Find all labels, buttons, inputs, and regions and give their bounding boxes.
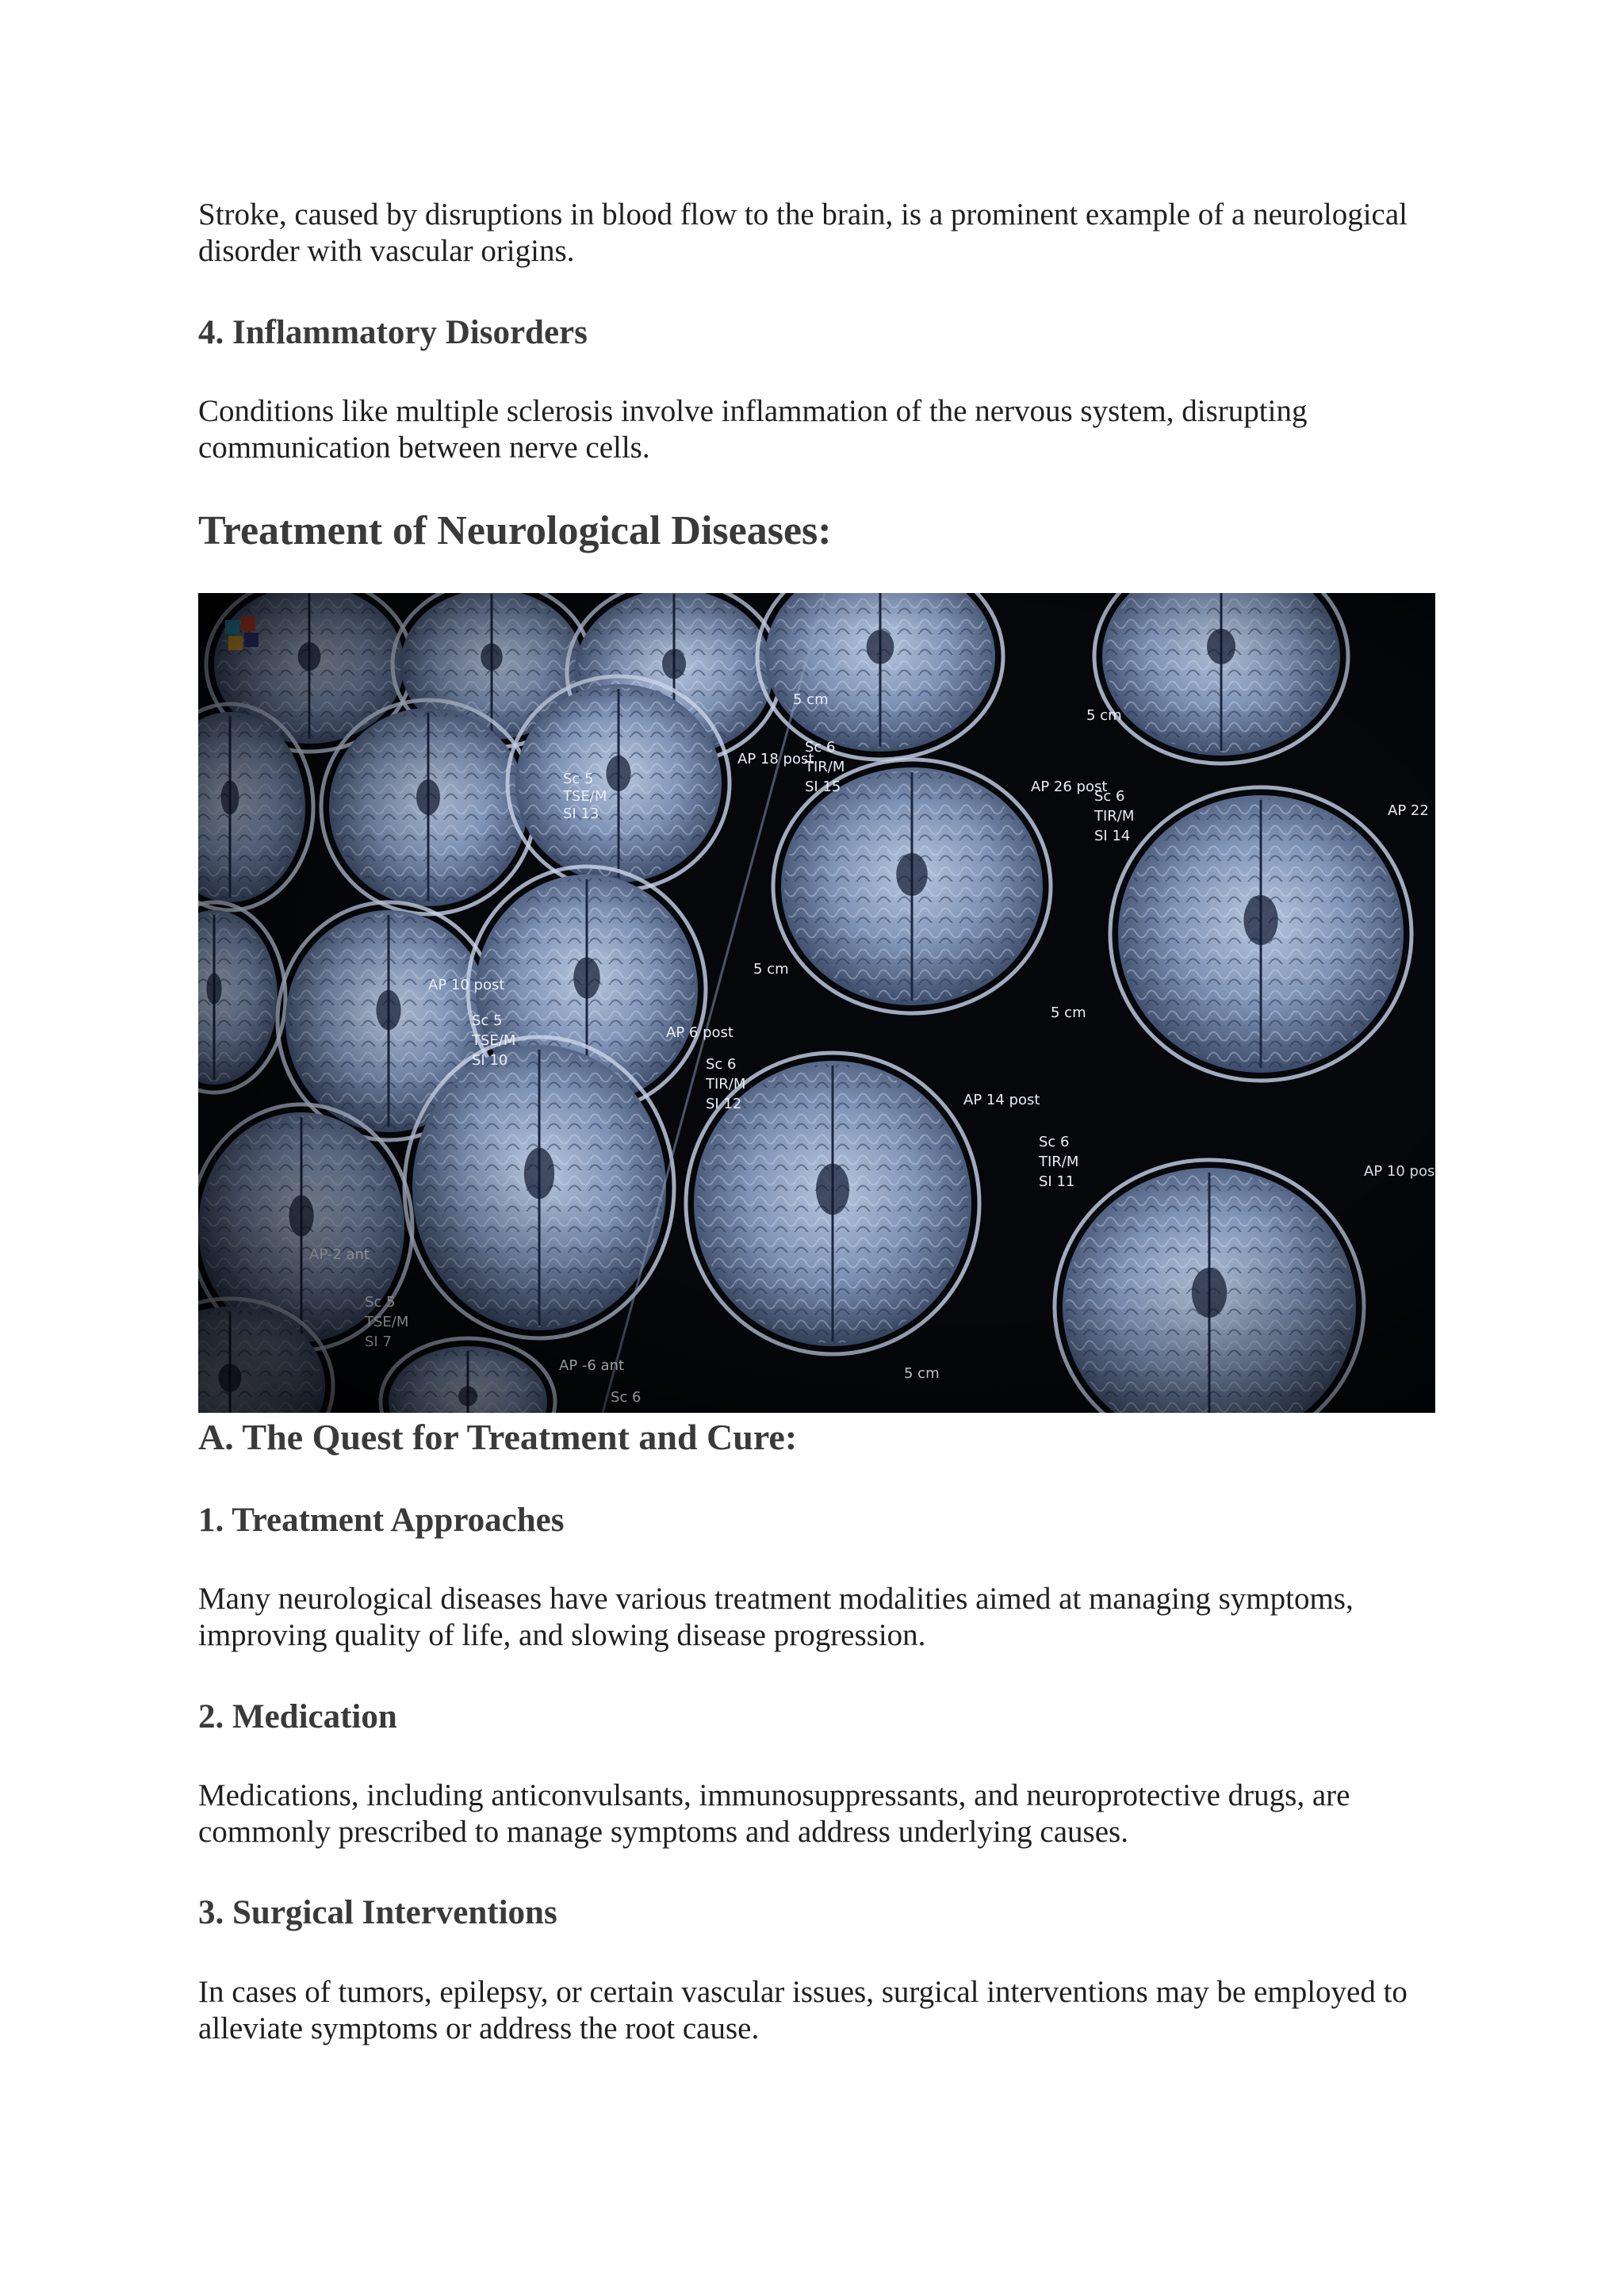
brain-mri-illustration <box>198 593 1435 1413</box>
intro-paragraph: Stroke, caused by disruptions in blood flow to the brain, is a prominent example of a neurological disorder with vascular origins. <box>198 197 1408 268</box>
section-2-heading: 2. Medication <box>198 1698 397 1735</box>
treatment-title: Treatment of Neurological Diseases: <box>198 508 832 553</box>
section-2-paragraph: Medications, including anticonvulsants, immunosuppressants, and neuroprotective drugs, are commonly prescribed to manage symptoms and address underlying causes. <box>198 1778 1350 1849</box>
quest-title: A. The Quest for Treatment and Cure: <box>198 1417 798 1457</box>
inflammatory-paragraph: Conditions like multiple sclerosis involve inflammation of the nervous system, disrupting communication between nerve cells. <box>198 394 1308 465</box>
section-3-paragraph: In cases of tumors, epilepsy, or certain vascular issues, surgical interventions may be employed to alleviate symptoms or address the root cause. <box>198 1975 1408 2045</box>
section-3-heading: 3. Surgical Interventions <box>198 1894 557 1931</box>
section-1-heading: 1. Treatment Approaches <box>198 1502 565 1539</box>
section-1-paragraph: Many neurological diseases have various treatment modalities aimed at managing symptoms, improving quality of life, and slowing disease progression. <box>198 1582 1354 1652</box>
inflammatory-heading: 4. Inflammatory Disorders <box>198 314 588 351</box>
brain-mri-figure <box>198 593 1435 1413</box>
